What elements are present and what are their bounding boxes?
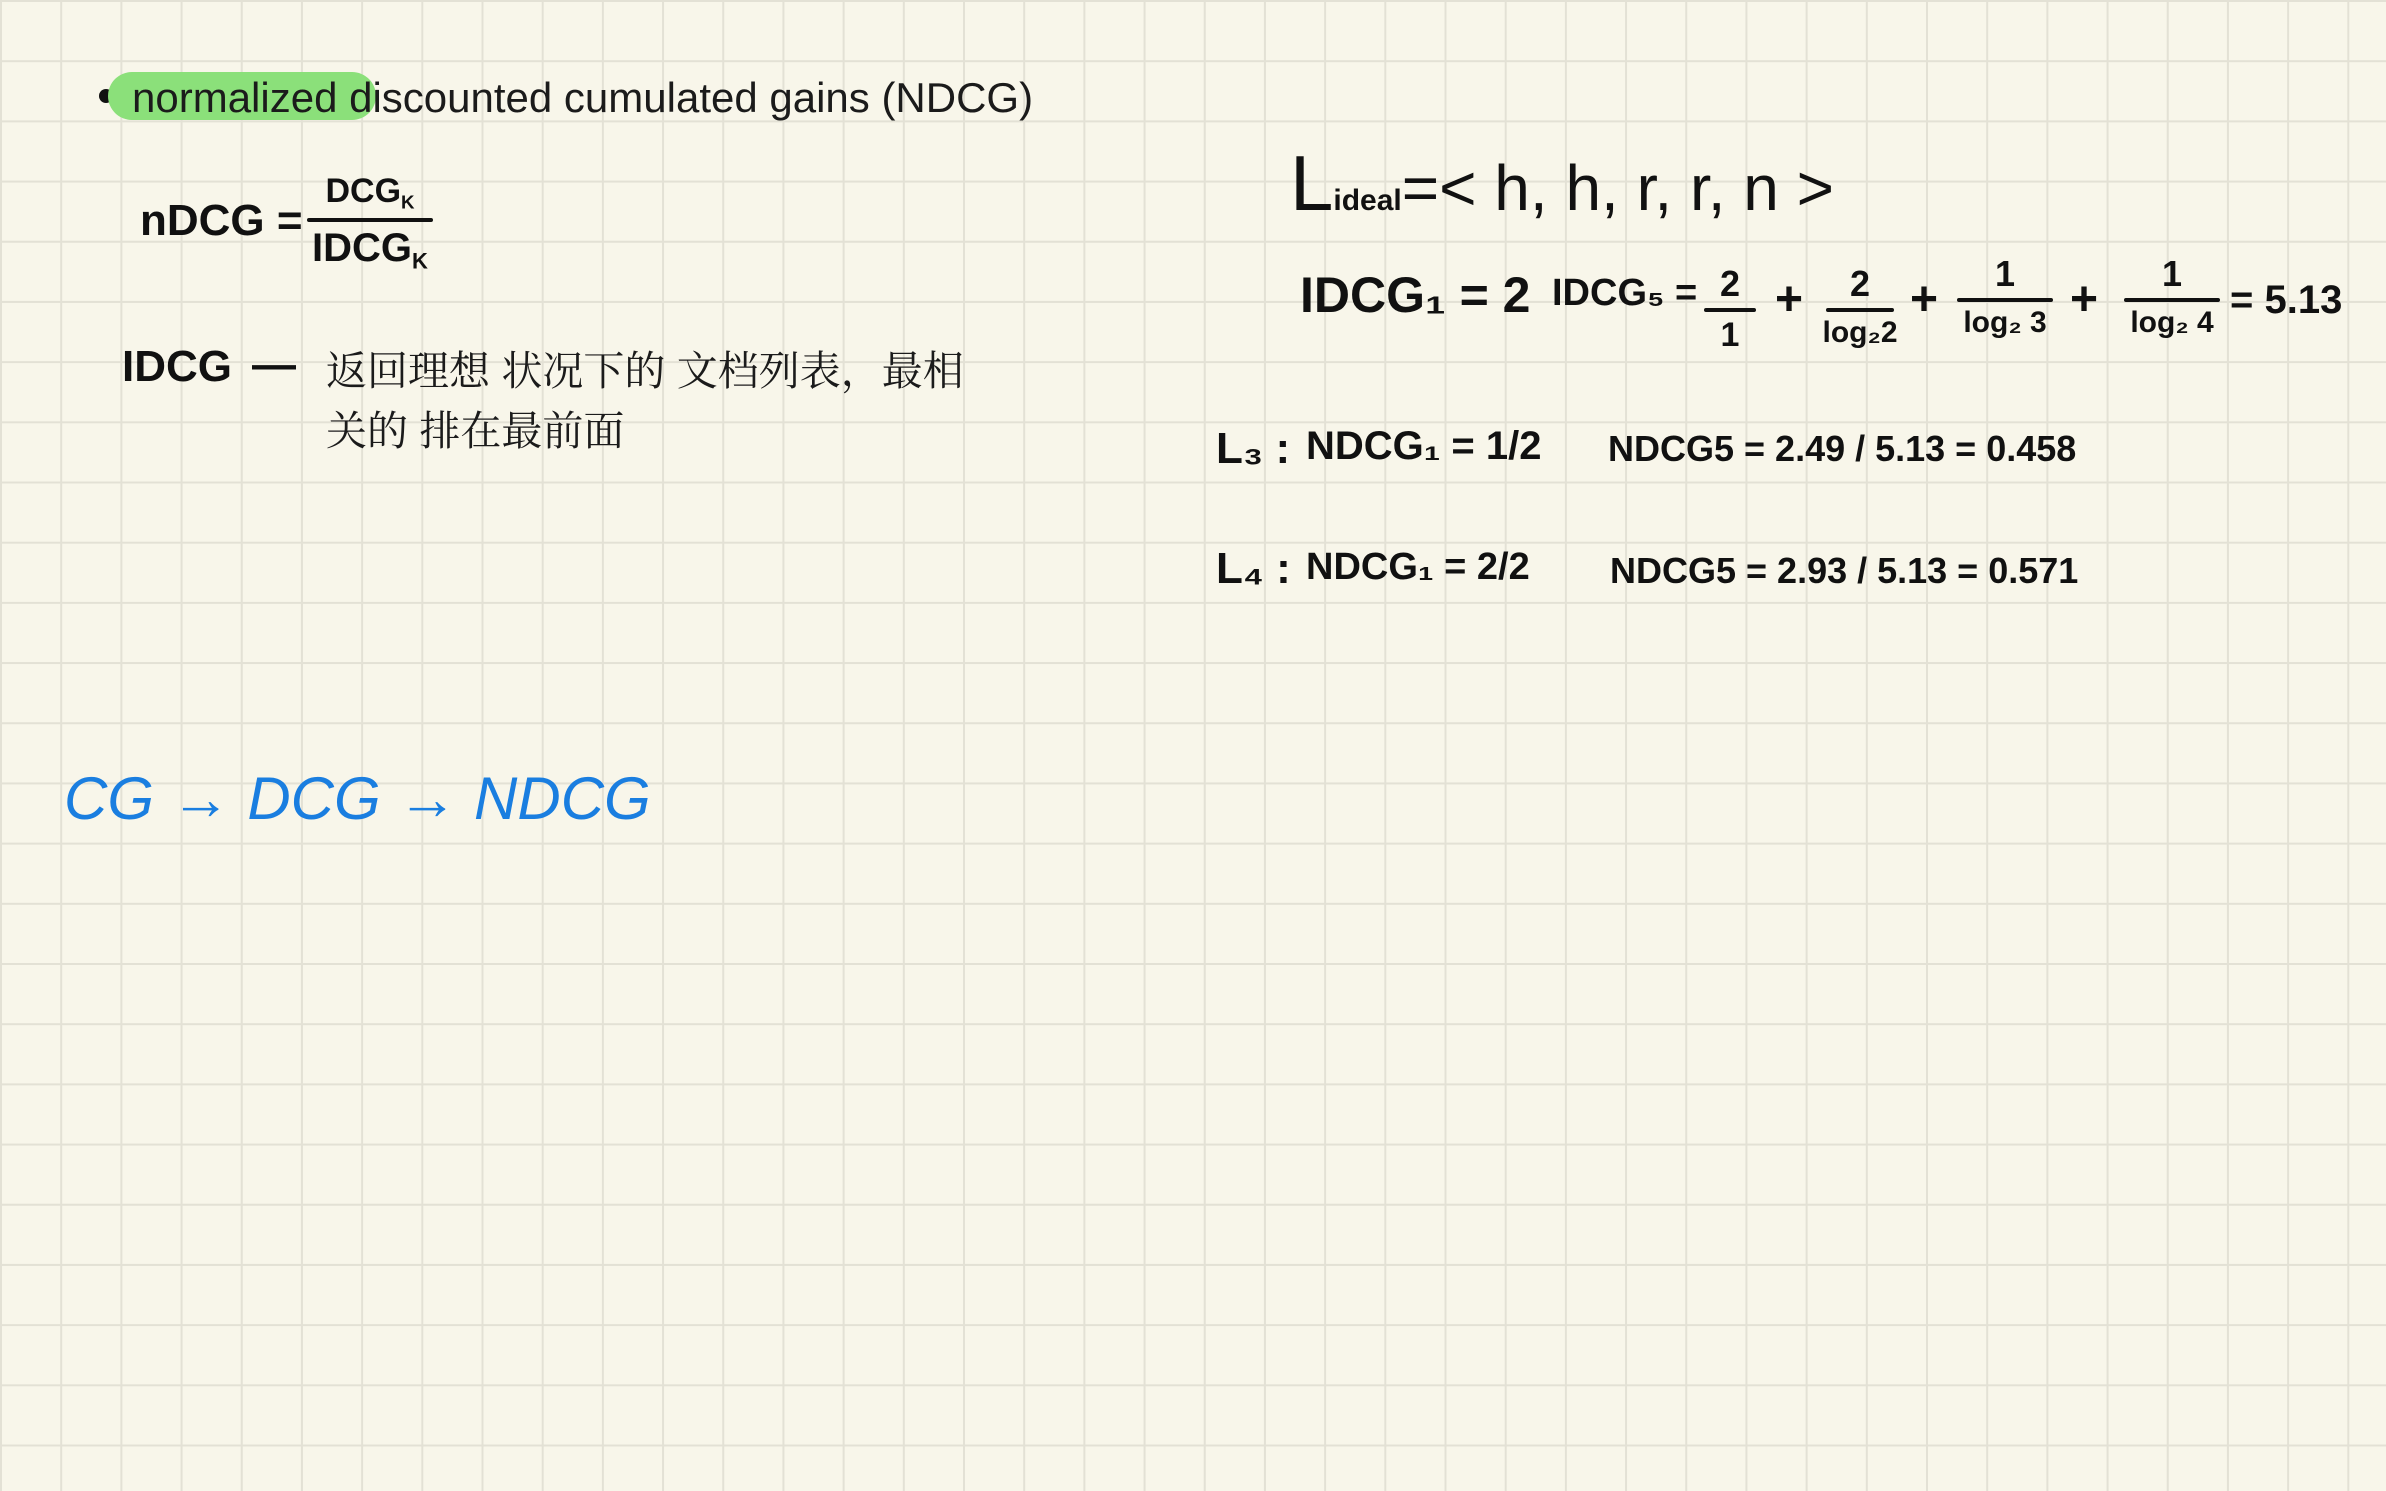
- l3-label: L₃ :: [1216, 424, 1291, 473]
- term-2-numerator: 2: [1849, 263, 1871, 304]
- idcg5-term-4: [2122, 253, 2222, 339]
- heading-highlighted-word: normalized: [132, 74, 338, 121]
- idcg-term: IDCG: [122, 342, 232, 391]
- ideal-subscript: ideal: [1333, 184, 1402, 217]
- flow-cg: CG: [64, 765, 154, 832]
- term-4-denominator: log₂ 4: [2130, 306, 2214, 339]
- l4-ndcg1: NDCG₁ = 2/2: [1306, 546, 1530, 588]
- ndcg-fraction: [305, 174, 435, 273]
- idcg1-value: IDCG₁ = 2: [1300, 267, 1531, 323]
- idcg5-term-2: [1822, 263, 1898, 349]
- term-2-denominator: log₂2: [1822, 316, 1898, 349]
- plus-2: +: [1910, 273, 1939, 326]
- idcg5-result: = 5.13: [2230, 278, 2343, 322]
- ideal-list: [1290, 138, 1834, 229]
- idcg5-lhs: IDCG₅ =: [1552, 272, 1698, 314]
- l3-ndcg5: NDCG5 = 2.49 / 5.13 = 0.458: [1608, 428, 2077, 469]
- term-4-numerator: 1: [2161, 253, 2183, 294]
- flow-ndcg: NDCG: [474, 765, 651, 832]
- term-1-numerator: 2: [1719, 263, 1741, 304]
- idcg5-term-1: [1702, 263, 1758, 354]
- idcg-dash: —: [252, 340, 296, 389]
- ideal-sequence: =< h, h, r, r, n >: [1401, 152, 1835, 224]
- l4-ndcg5: NDCG5 = 2.93 / 5.13 = 0.571: [1610, 550, 2079, 591]
- l4-label: L₄ :: [1216, 544, 1291, 593]
- flow-diagram: [64, 764, 651, 833]
- heading-line: [132, 74, 1033, 122]
- idcg-note-line-1: 返回理想 状况下的 文档列表，最相: [326, 348, 964, 394]
- ideal-L: L: [1290, 139, 1334, 227]
- ndcg-denominator: $IDCG_K$: [312, 226, 428, 274]
- term-3-numerator: 1: [1994, 253, 2016, 294]
- idcg5-term-3: [1955, 253, 2055, 339]
- flow-arrow-1: →: [170, 765, 231, 832]
- ndcg-lhs: nDCG =: [140, 196, 303, 245]
- flow-arrow-2: →: [397, 765, 458, 832]
- plus-1: +: [1775, 273, 1804, 326]
- l3-ndcg1: NDCG₁ = 1/2: [1306, 424, 1542, 468]
- flow-dcg: DCG: [247, 765, 381, 832]
- term-3-denominator: log₂ 3: [1963, 306, 2047, 339]
- idcg-note-line-2: 关的 排在最前面: [326, 408, 625, 454]
- term-1-denominator: 1: [1720, 316, 1740, 354]
- fraction-bar: [307, 218, 433, 222]
- plus-3: +: [2070, 273, 2099, 326]
- heading-rest: discounted cumulated gains (NDCG): [337, 74, 1034, 121]
- ndcg-numerator: $DCG_K$: [325, 172, 415, 213]
